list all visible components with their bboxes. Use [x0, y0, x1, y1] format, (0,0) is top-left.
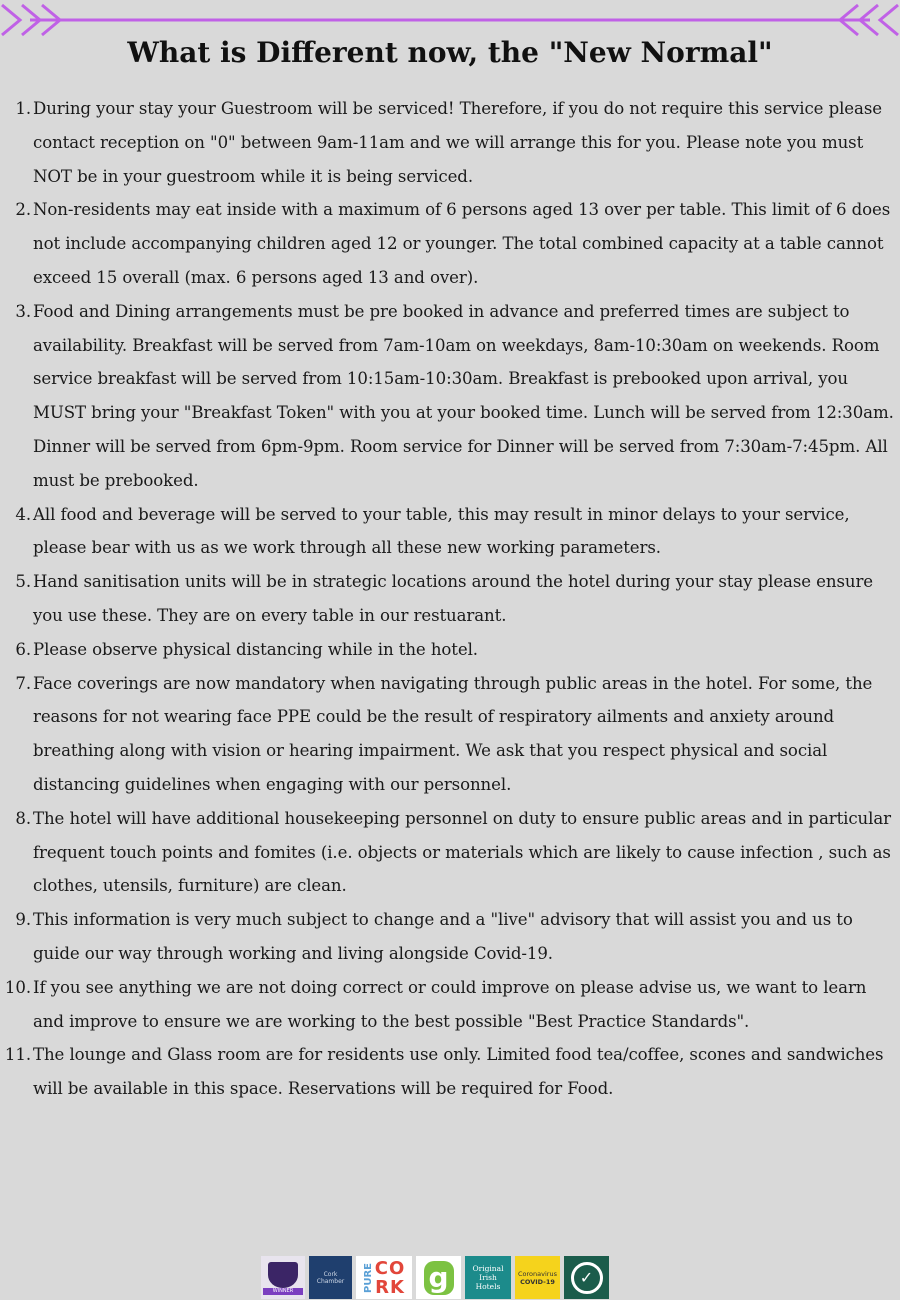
item-text: This information is very much subject to change and a "live" advisory that will assist you and us to guide our way through working and living alongside Covid-19.	[33, 910, 853, 963]
list-item	[15, 667, 895, 802]
item-number: 8.	[15, 808, 31, 828]
covid-line-1: Coronavirus	[518, 1269, 557, 1278]
cork-text-bottom: RK	[375, 1276, 405, 1298]
g-letter: g	[424, 1261, 454, 1295]
guidelines-list	[4, 92, 895, 1106]
oih-line-1: Original	[472, 1264, 504, 1273]
green-g-logo	[416, 1256, 461, 1299]
item-text: The lounge and Glass room are for residents use only. Limited food tea/coffee, scones and sandwiches will be available in this space. Reservations will be required for Food.	[33, 1045, 884, 1099]
item-text: If you see anything we are not doing correct or could improve on please advise us, we want to learn and improve to ensure we are working to the best possible "Best Practice Standards".	[33, 977, 867, 1031]
item-number: 9.	[15, 910, 31, 930]
list-item	[15, 498, 895, 566]
covid-line-2: COVID-19	[520, 1277, 555, 1286]
item-number: 6.	[15, 639, 31, 659]
list-item	[15, 193, 895, 294]
oih-line-2: Irish	[479, 1273, 497, 1282]
item-number: 10.	[4, 977, 31, 997]
item-text: Non-residents may eat inside with a maximum of 6 persons aged 13 over per table. This limit of 6 does not include accompanying children aged 12 or younger. The total combined capacity at a table cannot exceed 15 overall (max. 6 persons aged 13 and over).	[33, 200, 891, 287]
list-item	[15, 92, 895, 193]
item-text: The hotel will have additional housekeeping personnel on duty to ensure public areas and in particular frequent touch points and fomites (i.e. objects or materials which are likely to cause infection , such as clothes, utensils, furniture) are clean.	[33, 808, 891, 896]
item-text: Food and Dining arrangements must be pre booked in advance and preferred times are subject to availability. Breakfast will be served from 7am-10am on weekdays, 8am-10:30am on weekends. Room service breakfast will be served from 10:15am-10:30am. Breakfast is prebooked upon arrival, you MUST bring your "Breakfast Token" with you at your booked time. Lunch will be served from 12:30am. Dinner will be served from 6pm-9pm. Room service for Dinner will be served from 7:30am-7:45pm. All must be prebooked.	[33, 301, 894, 490]
shield-icon	[268, 1262, 298, 1288]
list-item	[15, 903, 895, 971]
list-item	[15, 565, 895, 633]
item-text: During your stay your Guestroom will be serviced! Therefore, if you do not require this service please contact reception on "0" between 9am-11am and we will arrange this for you. Please note you must NOT be in your guestroom while it is being serviced.	[33, 99, 882, 186]
oih-line-3: Hotels	[475, 1282, 501, 1291]
list-item	[4, 1038, 895, 1106]
list-item	[15, 633, 895, 667]
pure-cork-logo	[356, 1256, 412, 1299]
safety-check-logo	[564, 1256, 609, 1299]
item-text: Please observe physical distancing while in the hotel.	[33, 639, 478, 659]
list-item	[15, 802, 895, 903]
cork-text-top: CO	[374, 1257, 406, 1279]
original-irish-hotels-logo	[465, 1256, 511, 1299]
item-number: 2.	[15, 200, 31, 220]
item-number: 4.	[15, 504, 31, 524]
decorative-arrow-rule	[0, 0, 900, 40]
partner-logos	[261, 1256, 609, 1299]
award-logo	[261, 1256, 305, 1299]
checkmark-icon: ✓	[571, 1262, 603, 1294]
covid-19-logo	[515, 1256, 560, 1299]
item-number: 3.	[15, 301, 31, 321]
item-number: 7.	[15, 673, 31, 693]
award-band: WINNER	[263, 1288, 303, 1295]
pure-text: PURE	[362, 1262, 374, 1293]
item-text: Face coverings are now mandatory when navigating through public areas in the hotel. For some, the reasons for not wearing face PPE could be the result of respiratory ailments and anxiety around breathing along with vision or hearing impairment. We ask that you respect physical and social distancing guidelines when engaging with our personnel.	[33, 673, 873, 794]
item-text: Hand sanitisation units will be in strategic locations around the hotel during your stay please ensure you use these. They are on every table in our restuarant.	[33, 572, 874, 625]
item-number: 1.	[15, 99, 31, 118]
cork-chamber-logo: Cork Chamber	[309, 1256, 352, 1299]
item-number: 11.	[4, 1045, 31, 1065]
item-text: All food and beverage will be served to your table, this may result in minor delays to your service, please bear with us as we work through all these new working parameters.	[33, 504, 850, 558]
page-title: What is Different now, the "New Normal"	[127, 36, 773, 69]
list-item	[4, 971, 895, 1039]
item-number: 5.	[15, 572, 31, 592]
list-item	[15, 295, 895, 498]
